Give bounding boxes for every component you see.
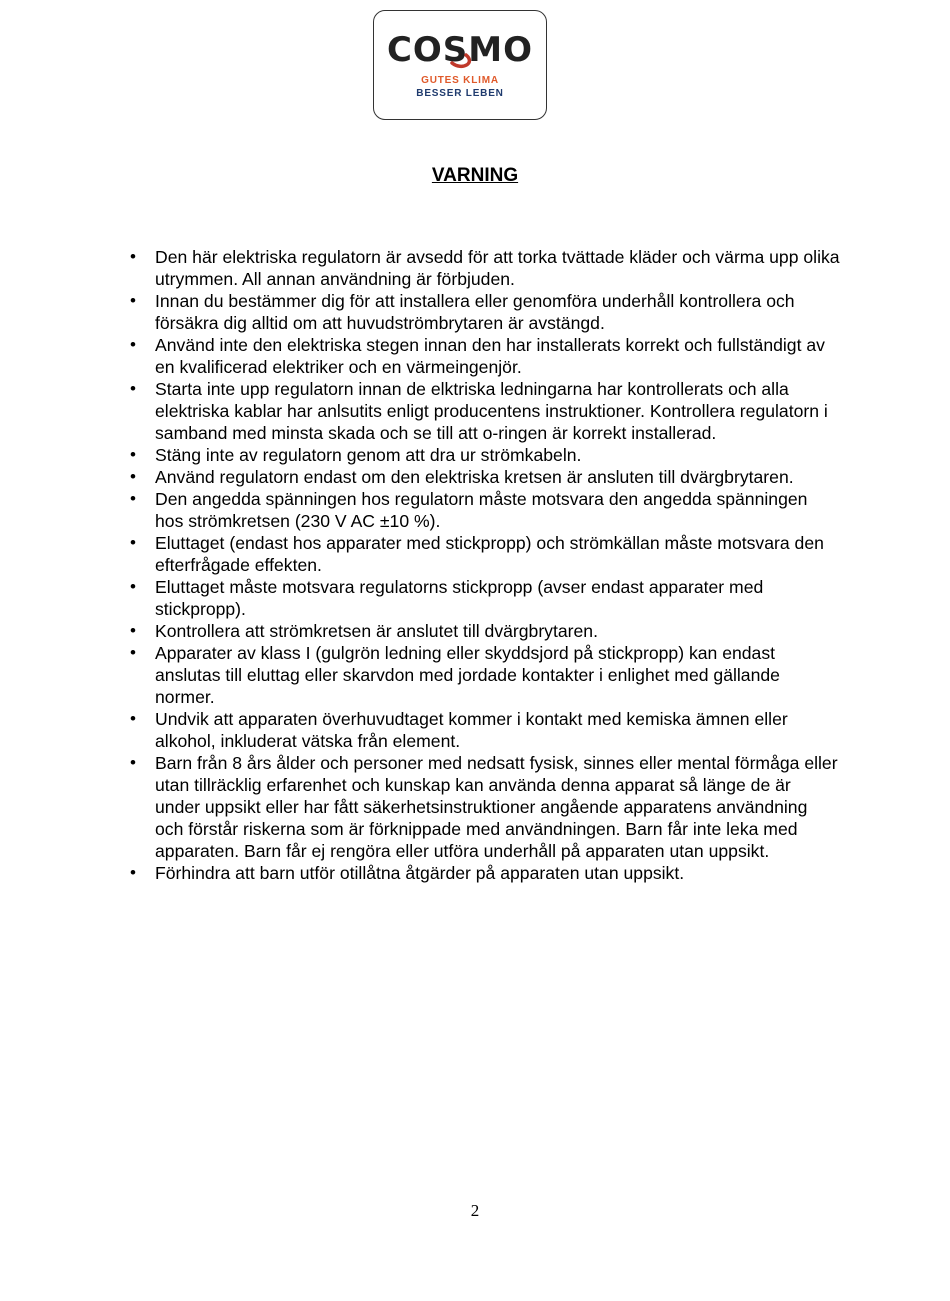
warning-item [130,488,840,532]
warning-item [130,378,840,444]
logo-tagline-2: BESSER LEBEN [416,88,504,99]
warning-item [130,752,840,862]
cosmo-logo [373,10,547,120]
bullet-icon: • [130,445,136,464]
bullet-icon: • [130,467,136,486]
bullet-icon: • [130,621,136,640]
warning-item-text: Undvik att apparaten överhuvudtaget kommer i kontakt med kemiska ämnen eller alkohol, inkluderat vätska från element. [155,709,788,751]
warning-item-text: Eluttaget (endast hos apparater med stickpropp) och strömkällan måste motsvara den efterfrågade effekten. [155,533,824,575]
bullet-icon: • [130,753,136,772]
bullet-icon: • [130,863,136,882]
bullet-icon: • [130,489,136,508]
warning-item-text: Den här elektriska regulatorn är avsedd för att torka tvättade kläder och värma upp olika utrymmen. All annan användning är förbjuden. [155,247,840,289]
warning-item-text: Apparater av klass I (gulgrön ledning eller skyddsjord på stickpropp) kan endast anslutas till eluttag eller skarvdon med jordade kontakter i enlighet med gällande normer. [155,643,780,707]
warning-item [130,862,840,884]
warning-item [130,290,840,334]
bullet-icon: • [130,379,136,398]
bullet-icon: • [130,291,136,310]
warning-item-text: Starta inte upp regulatorn innan de elktriska ledningarna har kontrollerats och alla elektriska kablar har anlsutits enligt producentens instruktioner. Kontrollera regulatorn i samband med minsta skada och se till att o-ringen är korrekt installerad. [155,379,828,443]
warning-item [130,334,840,378]
warning-item-text: Använd regulatorn endast om den elektriska kretsen är ansluten till dvärgbrytaren. [155,467,794,487]
warning-item [130,466,840,488]
bullet-icon: • [130,247,136,266]
page-number: 2 [470,1201,480,1220]
warning-item-text: Använd inte den elektriska stegen innan den har installerats korrekt och fullständigt av en kvalificerad elektriker och en värmeingenjör. [155,335,825,377]
warning-item-text: Den angedda spänningen hos regulatorn måste motsvara den angedda spänningen hos strömkretsen (230 V AC ±10 %). [155,489,808,531]
warning-item [130,708,840,752]
warning-item-text: Stäng inte av regulatorn genom att dra ur strömkabeln. [155,445,582,465]
warning-item-text: Innan du bestämmer dig för att installera eller genomföra underhåll kontrollera och försäkra dig alltid om att huvudströmbrytaren är avstängd. [155,291,795,333]
warning-item [130,532,840,576]
bullet-icon: • [130,577,136,596]
warning-list [130,246,840,884]
logo-tagline-1: GUTES KLIMA [421,75,499,86]
warning-item-text: Förhindra att barn utför otillåtna åtgärder på apparaten utan uppsikt. [155,863,685,883]
bullet-icon: • [130,643,136,662]
warning-item [130,620,840,642]
bullet-icon: • [130,533,136,552]
bullet-icon: • [130,709,136,728]
bullet-icon: • [130,335,136,354]
page-heading: VARNING [431,165,519,186]
logo-swirl-icon [448,33,478,73]
warning-item [130,444,840,466]
warning-item [130,246,840,290]
warning-item [130,642,840,708]
warning-item-text: Eluttaget måste motsvara regulatorns stickpropp (avser endast apparater med stickpropp). [155,577,764,619]
warning-item-text: Barn från 8 års ålder och personer med nedsatt fysisk, sinnes eller mental förmåga eller utan tillräcklig erfarenhet och kunskap kan använda denna apparat så länge de är under uppsikt eller har fått säkerhetsinstruktioner angående apparatens användning och förstår riskerna som är förknippade med användningen. Barn får inte leka med apparaten. Barn får ej rengöra eller utföra underhåll på apparaten utan uppsikt. [155,753,838,861]
warning-item [130,576,840,620]
warning-item-text: Kontrollera att strömkretsen är anslutet till dvärgbrytaren. [155,621,598,641]
logo-brand-name: COSMO [386,30,534,70]
